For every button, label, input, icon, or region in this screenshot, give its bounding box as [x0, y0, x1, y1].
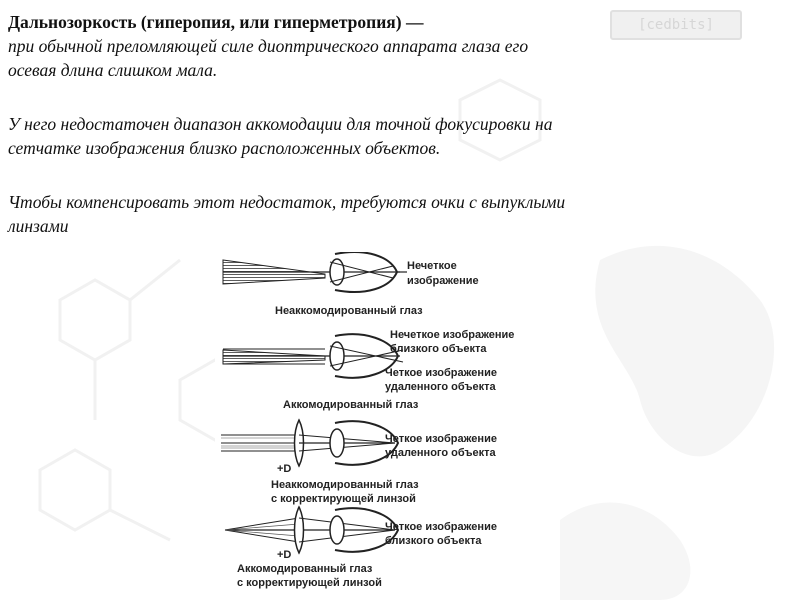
paragraph-3-line-1: Чтобы компенсировать этот недостаток, требуются очки с выпуклыми — [8, 192, 566, 212]
panel4-caption2: с корректирующей линзой — [237, 577, 382, 589]
paragraph-2-line-1: У него недостаточен диапазон аккомодации для точной фокусировки на — [8, 114, 553, 134]
panel2-label-a2: близкого объекта — [390, 343, 487, 355]
panel2-label-a1: Нечеткое изображение — [390, 329, 515, 341]
paragraph-3-line-2: линзами — [8, 216, 69, 236]
panel4-caption1: Аккомодированный глаз — [237, 563, 373, 575]
panel3-caption1: Неаккомодированный глаз — [271, 479, 419, 491]
eye-diagram — [215, 252, 545, 598]
panel4-label-a1: Четкое изображение — [385, 521, 497, 533]
panel1-caption: Неаккомодированный глаз — [275, 305, 423, 317]
panel3-lens-label: +D — [277, 463, 292, 475]
panel2-label-b1: Четкое изображение — [385, 367, 497, 379]
panel-unaccommodated-eye — [223, 252, 479, 317]
eye-diagram-figure — [215, 252, 545, 598]
slide-title: Дальнозоркость (гиперопия, или гиперметропия) — — [8, 12, 424, 32]
paragraph-1-line-2: осевая длина слишком мала. — [8, 60, 218, 80]
panel-unaccommodated-eye-corrected — [221, 420, 497, 505]
panel-accommodated-eye — [223, 329, 514, 411]
text-content — [8, 10, 793, 238]
panel-accommodated-eye-corrected — [225, 507, 497, 589]
corner-badge: [cedbits] — [610, 10, 742, 40]
panel1-label-b: изображение — [407, 275, 479, 287]
panel1-label-a: Нечеткое — [407, 260, 457, 272]
panel4-label-a2: близкого объекта — [385, 535, 482, 547]
panel3-caption2: с корректирующей линзой — [271, 493, 416, 505]
panel3-label-a1: Четкое изображение — [385, 433, 497, 445]
panel3-label-a2: удаленного объекта — [385, 447, 496, 459]
paragraph-2-line-2: сетчатке изображения близко расположенных объектов. — [8, 138, 441, 158]
panel2-caption: Аккомодированный глаз — [283, 399, 419, 411]
paragraph-1-line-1: при обычной преломляющей силе диоптрического аппарата глаза его — [8, 36, 529, 56]
panel4-lens-label: +D — [277, 549, 292, 561]
panel2-label-b2: удаленного объекта — [385, 381, 496, 393]
